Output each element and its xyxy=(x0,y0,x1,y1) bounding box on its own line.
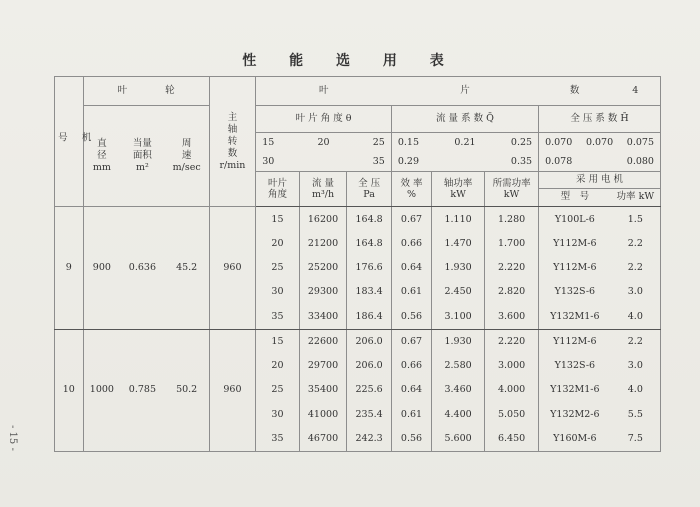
table-cell: 186.4 xyxy=(355,310,383,322)
table-cell: 35400 xyxy=(307,384,339,396)
table-cell: Y132M1-6 xyxy=(550,310,600,322)
table-cell: 30 xyxy=(271,408,284,420)
table-cell: 0.56 xyxy=(400,310,423,322)
page-number: - 15 - xyxy=(7,425,18,451)
table-cell: Y112M-6 xyxy=(553,335,597,347)
angle-values-row2: 30 35 xyxy=(256,152,392,172)
motor-model-values xyxy=(539,207,611,329)
table-cell: 2.220 xyxy=(497,335,526,347)
shaft-power-values xyxy=(432,207,485,329)
table-cell: 4.000 xyxy=(497,384,526,396)
value-stack xyxy=(256,330,298,451)
motor-power-values xyxy=(611,329,661,451)
value-stack xyxy=(392,207,431,328)
table-cell: 0.61 xyxy=(400,286,423,298)
table-cell: 25200 xyxy=(307,262,339,274)
flow-values-row1: 0.15 0.21 0.25 xyxy=(391,132,538,152)
area-cell: 0.785 xyxy=(120,329,164,451)
value-stack xyxy=(539,330,611,451)
table-cell: 2.580 xyxy=(444,360,472,372)
blade-angle-header: 叶 片 角 度 θ xyxy=(256,106,392,133)
table-cell: 20 xyxy=(271,237,284,249)
table-cell: 5.050 xyxy=(497,408,526,420)
shaft-speed-header: 主 轴 转 数 r/min xyxy=(209,77,256,207)
speed-cell: 45.2 xyxy=(165,207,210,329)
table-cell: 3.0 xyxy=(627,286,643,298)
table-cell: 206.0 xyxy=(355,360,383,372)
rpm-cell: 960 xyxy=(209,329,256,451)
table-cell: 2.2 xyxy=(627,262,643,274)
diameter-cell: 1000 xyxy=(83,329,120,451)
pressure-coef-header: 全 压 系 数 H̄ xyxy=(539,106,661,133)
table-cell: 29300 xyxy=(307,286,339,298)
table-cell: 2.820 xyxy=(497,286,526,298)
flow-values-row2: 0.29 0.35 xyxy=(391,152,538,172)
pressure-values xyxy=(347,207,392,329)
table-cell: Y132S-6 xyxy=(554,360,596,372)
pressure-values xyxy=(347,329,392,451)
rpm-cell: 960 xyxy=(209,207,256,329)
table-cell: 1.470 xyxy=(444,237,472,249)
blade-angle-values xyxy=(256,207,299,329)
table-cell: Y132S-6 xyxy=(554,286,596,298)
table-cell: Y160M-6 xyxy=(553,432,597,444)
value-stack xyxy=(300,330,347,451)
table-cell: 1.280 xyxy=(497,213,526,225)
required-power-values xyxy=(485,207,539,329)
col-shaft-power: 轴功率 kW xyxy=(432,172,485,207)
table-cell: 0.61 xyxy=(400,408,423,420)
efficiency-values xyxy=(391,329,431,451)
impeller-header: 叶 轮 xyxy=(83,77,209,106)
table-cell: Y100L-6 xyxy=(554,213,595,225)
shaft-power-values xyxy=(432,329,485,451)
table-cell: 25 xyxy=(271,384,284,396)
table-cell: 3.000 xyxy=(497,360,526,372)
table-cell: 3.600 xyxy=(497,310,526,322)
table-cell: 206.0 xyxy=(355,335,383,347)
motor-model-values xyxy=(539,329,611,451)
value-stack xyxy=(347,207,391,328)
table-cell: 1.930 xyxy=(444,262,472,274)
speed-header: 周 速 m/sec xyxy=(165,106,210,207)
value-stack xyxy=(539,207,611,328)
table-cell: 2.2 xyxy=(627,237,643,249)
table-cell: 4.400 xyxy=(444,408,472,420)
table-cell: 41000 xyxy=(307,408,339,420)
flow-values xyxy=(299,207,347,329)
count-value: 4 xyxy=(611,77,661,106)
value-stack xyxy=(611,330,660,451)
table-cell: Y112M-6 xyxy=(553,262,597,274)
table-cell: 20 xyxy=(271,360,284,372)
table-cell: 30 xyxy=(271,286,284,298)
value-stack xyxy=(485,330,538,451)
table-cell: 15 xyxy=(271,213,284,225)
table-cell: Y132M1-6 xyxy=(550,384,600,396)
table-cell: 33400 xyxy=(307,310,339,322)
col-flow: 流 量 m³/h xyxy=(299,172,347,207)
value-stack xyxy=(611,207,660,328)
col-motor: 采 用 电 机 型 号 功率 kW xyxy=(539,172,661,207)
table-cell: 164.8 xyxy=(355,213,383,225)
table-cell: 0.56 xyxy=(400,432,423,444)
table-cell: 4.0 xyxy=(627,384,643,396)
table-cell: 3.0 xyxy=(627,360,643,372)
table-cell: 183.4 xyxy=(355,286,383,298)
table-cell: 22600 xyxy=(307,335,339,347)
table-cell: 6.450 xyxy=(497,432,526,444)
table-cell: 0.64 xyxy=(400,262,423,274)
table-cell: 25 xyxy=(271,262,284,274)
table-cell: 21200 xyxy=(307,237,339,249)
table-cell: 235.4 xyxy=(355,408,383,420)
table-cell: 46700 xyxy=(307,432,339,444)
table-cell: 7.5 xyxy=(627,432,643,444)
value-stack xyxy=(432,330,484,451)
table-cell: 2.450 xyxy=(444,286,472,298)
angle-values-row1: 15 20 25 xyxy=(256,132,392,152)
pressure-values-row1: 0.070 0.070 0.075 xyxy=(539,132,661,152)
table-cell: 29700 xyxy=(307,360,339,372)
page-title: 性 能 选 用 表 xyxy=(242,53,458,69)
piece-header: 片 xyxy=(391,77,538,106)
pressure-values-row2: 0.078 0.080 xyxy=(539,152,661,172)
table-cell: 1.110 xyxy=(444,213,472,225)
table-cell: Y112M-6 xyxy=(553,237,597,249)
table-cell: 15 xyxy=(271,335,284,347)
value-stack xyxy=(256,207,298,328)
performance-table xyxy=(54,76,661,452)
table-cell: 0.66 xyxy=(400,237,423,249)
value-stack xyxy=(392,330,431,451)
value-stack xyxy=(347,330,391,451)
table-cell: 1.930 xyxy=(444,335,472,347)
blade-header: 叶 xyxy=(256,77,392,106)
col-required-power: 所需功率 kW xyxy=(485,172,539,207)
table-cell: 1.700 xyxy=(497,237,526,249)
table-cell: 242.3 xyxy=(355,432,383,444)
blade-angle-values xyxy=(256,329,299,451)
value-stack xyxy=(432,207,484,328)
table-cell: 2.2 xyxy=(627,335,643,347)
table-cell: 2.220 xyxy=(497,262,526,274)
table-cell: 5.600 xyxy=(444,432,472,444)
speed-cell: 50.2 xyxy=(165,329,210,451)
required-power-values xyxy=(485,329,539,451)
machine-no-cell: 9 xyxy=(55,207,84,329)
col-pressure: 全 压 Pa xyxy=(347,172,392,207)
table-cell: 0.66 xyxy=(400,360,423,372)
table-cell: 35 xyxy=(271,432,284,444)
machine-no-header: 机 号 xyxy=(55,77,84,207)
table-cell: 176.6 xyxy=(355,262,383,274)
area-cell: 0.636 xyxy=(120,207,164,329)
table-cell: 3.460 xyxy=(444,384,472,396)
table-cell: 3.100 xyxy=(444,310,472,322)
value-stack xyxy=(485,207,538,328)
value-stack xyxy=(300,207,347,328)
flow-coef-header: 流 量 系 数 Q̄ xyxy=(391,106,538,133)
diameter-cell: 900 xyxy=(83,207,120,329)
col-efficiency: 效 率 % xyxy=(391,172,431,207)
table-cell: 35 xyxy=(271,310,284,322)
diameter-header: 直 径 mm xyxy=(83,106,120,207)
motor-power-values xyxy=(611,207,661,329)
table-cell: 225.6 xyxy=(355,384,383,396)
flow-values xyxy=(299,329,347,451)
table-cell: 5.5 xyxy=(627,408,643,420)
table-cell: 1.5 xyxy=(627,213,643,225)
efficiency-values xyxy=(391,207,431,329)
machine-no-cell: 10 xyxy=(55,329,84,451)
col-blade-angle: 叶片 角度 xyxy=(256,172,299,207)
table-cell: 16200 xyxy=(307,213,339,225)
table-cell: 0.67 xyxy=(400,335,423,347)
table-cell: 164.8 xyxy=(355,237,383,249)
table-cell: 4.0 xyxy=(627,310,643,322)
table-cell: 0.64 xyxy=(400,384,423,396)
area-header: 当量 面积 m² xyxy=(120,106,164,207)
count-header: 数 xyxy=(539,77,611,106)
table-cell: 0.67 xyxy=(400,213,423,225)
table-cell: Y132M2-6 xyxy=(550,408,600,420)
